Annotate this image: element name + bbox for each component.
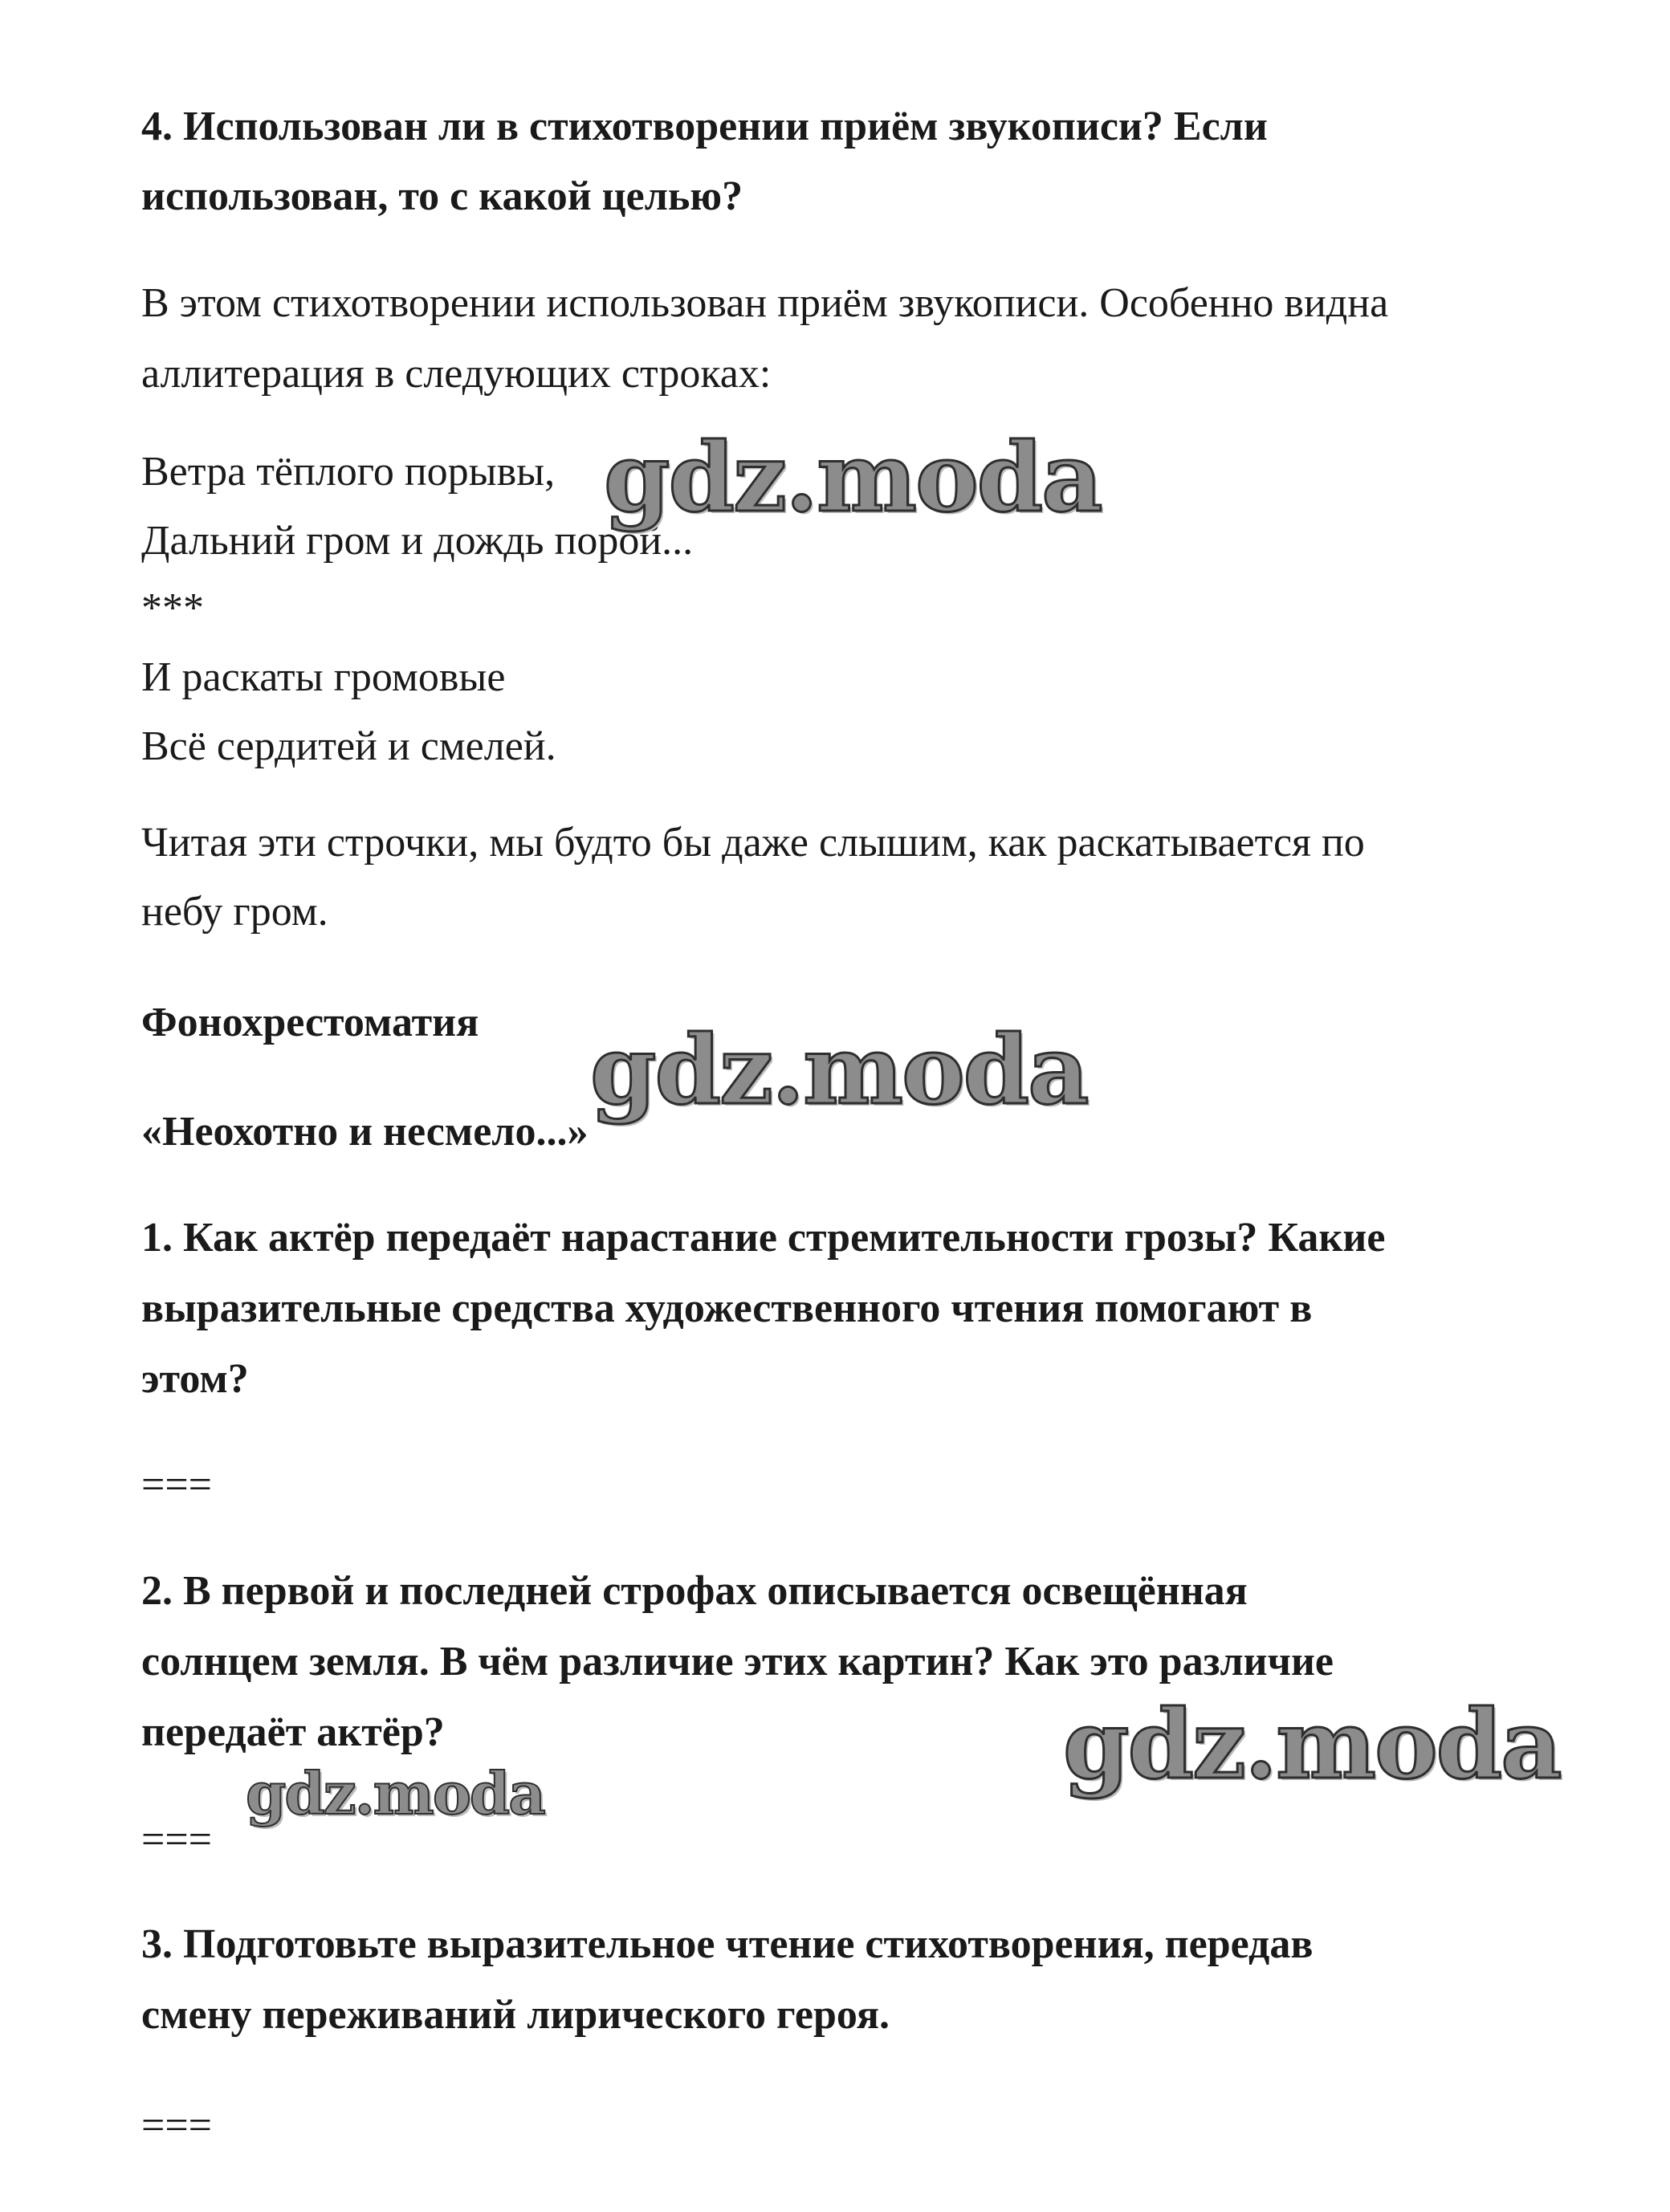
answer-4-line-2: аллитерация в следующих строках: bbox=[141, 351, 772, 397]
answer-4-line-1: В этом стихотворении использован приём звукописи. Особенно видна bbox=[141, 280, 1389, 326]
watermark-logo: gdz.moda bbox=[1063, 1689, 1561, 1800]
watermark-logo: gdz.moda bbox=[604, 422, 1102, 533]
phono-question-1-line-1: 1. Как актёр передаёт нарастание стремительности грозы? Какие bbox=[141, 1215, 1386, 1261]
phono-question-1-line-2: выразительные средства художественного чтения помогают в bbox=[141, 1285, 1313, 1331]
poem-line-1: Ветра тёплого порывы, bbox=[141, 449, 556, 495]
phono-question-2-line-1: 2. В первой и последней строфах описывается освещённая bbox=[141, 1568, 1248, 1614]
phono-question-1-line-3: этом? bbox=[141, 1356, 249, 1402]
poem-separator: *** bbox=[141, 585, 204, 631]
phono-question-2-line-3: передаёт актёр? bbox=[141, 1709, 445, 1755]
question-4-line-1: 4. Использован ли в стихотворении приём звукописи? Если bbox=[141, 104, 1268, 149]
phono-question-2-line-2: солнцем земля. В чём различие этих картин? Как это различие bbox=[141, 1639, 1334, 1684]
phono-question-3-line-1: 3. Подготовьте выразительное чтение стихотворения, передав bbox=[141, 1921, 1314, 1967]
poem-line-3: И раскаты громовые bbox=[141, 654, 506, 700]
phono-answer-3: === bbox=[141, 2103, 212, 2149]
section-title: Фонохрестоматия bbox=[141, 1000, 479, 1045]
phono-answer-2: === bbox=[141, 1817, 212, 1863]
watermark-logo: gdz.moda bbox=[590, 1014, 1088, 1126]
poem-line-2: Дальний гром и дождь порой... bbox=[141, 518, 694, 564]
question-4-line-2: использован, то с какой целью? bbox=[141, 173, 743, 219]
conclusion-line-2: небу гром. bbox=[141, 889, 328, 935]
phono-question-3-line-2: смену переживаний лирического героя. bbox=[141, 1992, 890, 2038]
watermark-logo: gdz.moda bbox=[246, 1759, 544, 1827]
conclusion-line-1: Читая эти строчки, мы будто бы даже слышим, как раскатывается по bbox=[141, 820, 1365, 866]
phono-answer-1: === bbox=[141, 1462, 212, 1508]
poem-line-4: Всё сердитей и смелей. bbox=[141, 723, 556, 769]
poem-title: «Неохотно и несмело...» bbox=[141, 1109, 589, 1155]
